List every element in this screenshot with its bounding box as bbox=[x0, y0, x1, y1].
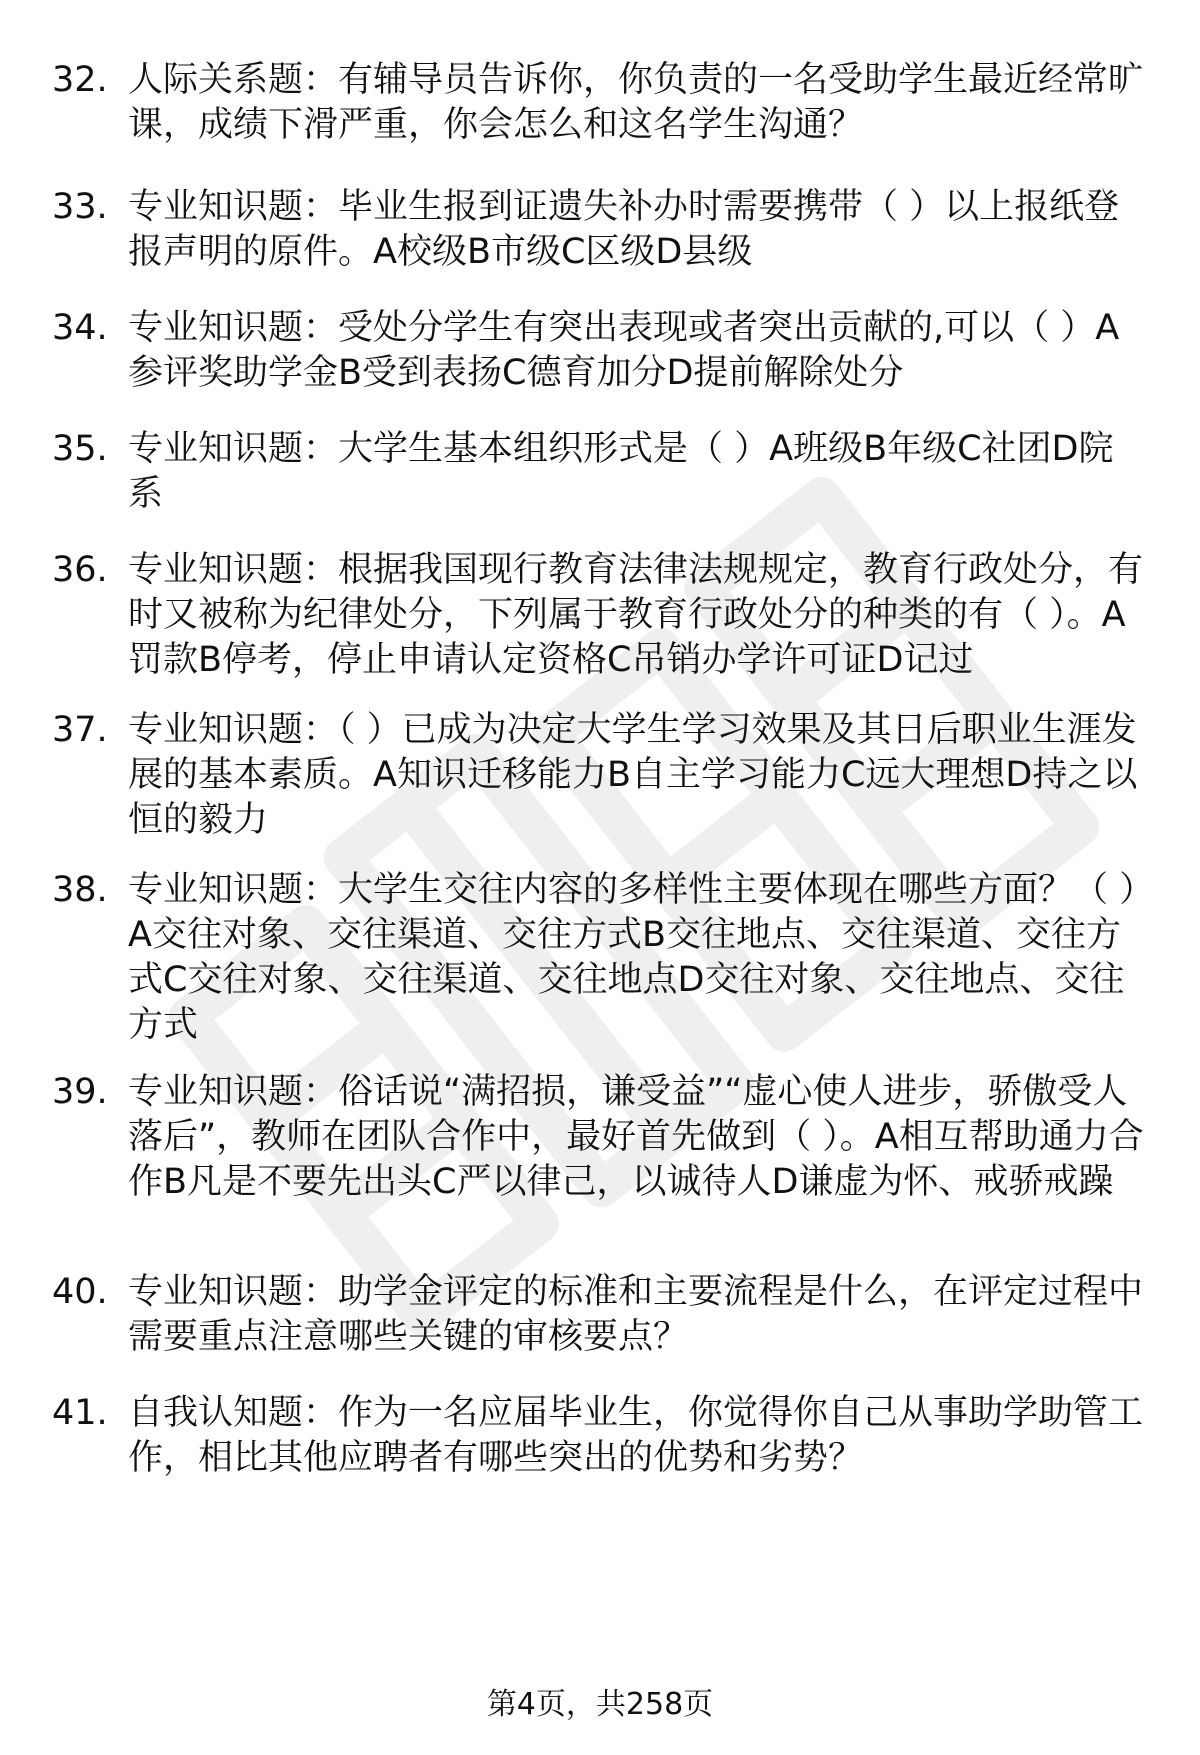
question-list bbox=[0, 58, 1200, 1491]
question-item bbox=[0, 1391, 1200, 1491]
question-text: 专业知识题：大学生交往内容的多样性主要体现在哪些方面？（ ）A交往对象、交往渠道、交往方式B交往地点、交往渠道、交往方式C交往对象、交往渠道、交往地点D交往对象、交往地点、交往方式 bbox=[128, 870, 1137, 1045]
question-text: 专业知识题：（ ）已成为决定大学生学习效果及其日后职业生涯发展的基本素质。A知识迁移能力B自主学习能力C远大理想D持之以恒的毅力 bbox=[128, 710, 1138, 840]
question-number: 38. bbox=[52, 870, 108, 910]
question-number: 40. bbox=[52, 1272, 108, 1312]
question-text: 自我认知题：作为一名应届毕业生，你觉得你自己从事助学助管工作，相比其他应聘者有哪些突出的优势和劣势？ bbox=[128, 1393, 1144, 1478]
question-item bbox=[0, 708, 1200, 868]
question-number: 35. bbox=[52, 429, 108, 469]
question-item bbox=[0, 58, 1200, 185]
question-number: 32. bbox=[52, 60, 108, 100]
question-number: 39. bbox=[52, 1072, 108, 1112]
question-item bbox=[0, 185, 1200, 306]
question-text: 专业知识题：俗话说“满招损，谦受益”“虚心使人进步，骄傲受人落后”，教师在团队合作中，最好首先做到（ ）。A相互帮助通力合作B凡是不要先出头C严以律己，以诚待人D谦虚为怀、戒骄戒躁 bbox=[128, 1072, 1144, 1202]
question-item bbox=[0, 548, 1200, 708]
question-text: 专业知识题：大学生基本组织形式是（ ）A班级B年级C社团D院系 bbox=[128, 429, 1114, 514]
question-number: 33. bbox=[52, 187, 108, 227]
question-text: 专业知识题：受处分学生有突出表现或者突出贡献的,可以（ ）A参评奖助学金B受到表扬C德育加分D提前解除处分 bbox=[128, 308, 1120, 393]
question-text: 专业知识题：助学金评定的标准和主要流程是什么，在评定过程中需要重点注意哪些关键的审核要点？ bbox=[128, 1272, 1144, 1357]
question-item bbox=[0, 306, 1200, 427]
question-number: 34. bbox=[52, 308, 108, 348]
page-footer: 第4页，共258页 bbox=[486, 1687, 714, 1722]
question-item bbox=[0, 427, 1200, 548]
question-item bbox=[0, 868, 1200, 1070]
question-number: 36. bbox=[52, 550, 108, 590]
question-text: 专业知识题：毕业生报到证遗失补办时需要携带（ ）以上报纸登报声明的原件。A校级B市级C区级D县级 bbox=[128, 187, 1120, 272]
question-text: 人际关系题：有辅导员告诉你，你负责的一名受助学生最近经常旷课，成绩下滑严重，你会怎么和这名学生沟通？ bbox=[128, 60, 1144, 145]
question-number: 41. bbox=[52, 1393, 108, 1433]
question-text: 专业知识题：根据我国现行教育法律法规规定，教育行政处分，有时又被称为纪律处分，下列属于教育行政处分的种类的有（ ）。A罚款B停考，停止申请认定资格C吊销办学许可证D记过 bbox=[128, 550, 1144, 680]
question-item bbox=[0, 1270, 1200, 1391]
question-item bbox=[0, 1070, 1200, 1270]
question-number: 37. bbox=[52, 710, 108, 750]
